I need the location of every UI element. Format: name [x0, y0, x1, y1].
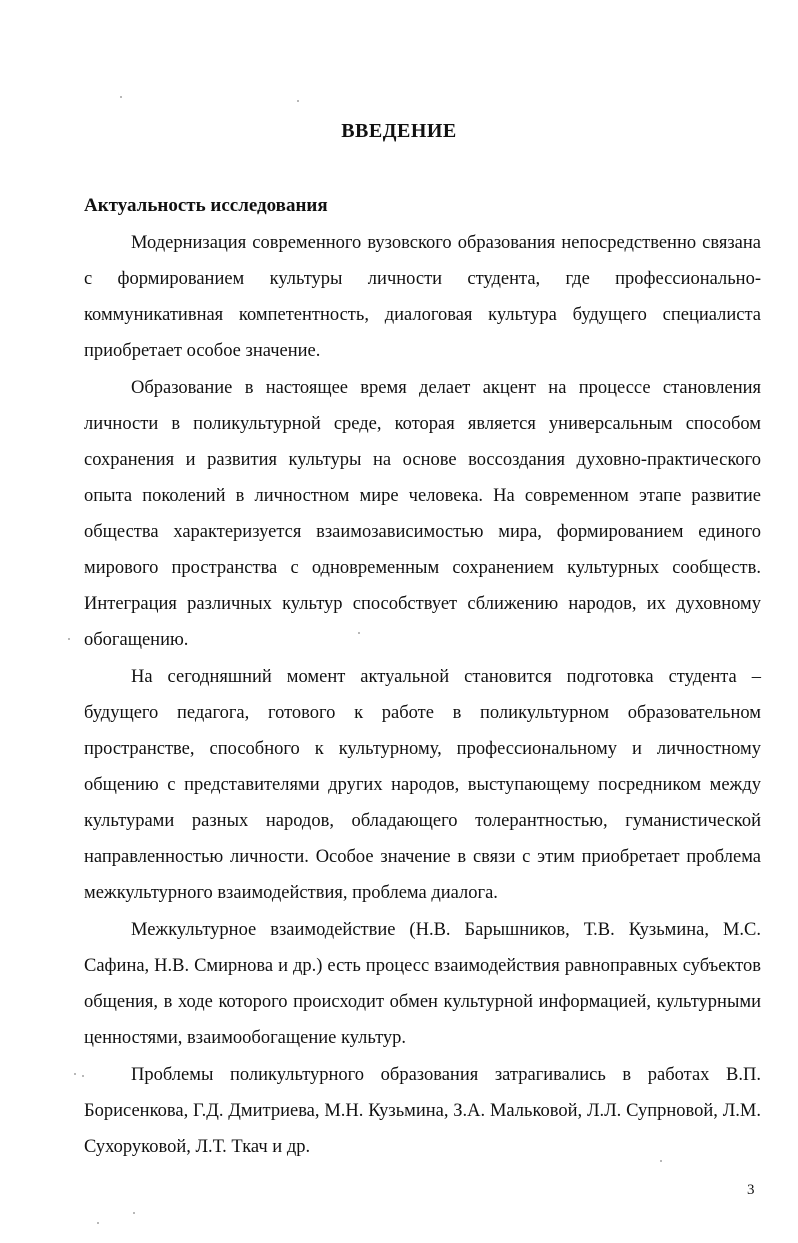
paragraph: Образование в настоящее время делает акцент на процессе становления личности в поликультурной среде, которая является универсальным способом сохранения и развития культуры на основе воссоздания духовно-практического опыта поколений в личностном мире человека. На современном этапе развитие общества характеризуется взаимозависимостью мира, формированием единого мирового пространства с одновременным сохранением культурных сообществ. Интеграция различных культур способствует сближению народов, их духовному обогащению. — [84, 378, 761, 650]
scan-speck — [358, 632, 360, 634]
scan-speck — [74, 1073, 76, 1075]
scan-speck — [82, 1075, 84, 1077]
paragraph: Межкультурное взаимодействие (Н.В. Барышников, Т.В. Кузьмина, М.С. Сафина, Н.В. Смирнова и др.) есть процесс взаимодействия равноправных субъектов общения, в ходе которого происходит обмен культурной информацией, культурными ценностями, взаимообогащение культур. — [84, 920, 761, 1048]
scan-speck — [120, 96, 122, 98]
scan-speck — [660, 1160, 662, 1162]
paragraph: Модернизация современного вузовского образования непосредственно связана с формированием культуры личности студента, где профессионально-коммуникативная компетентность, диалоговая культура будущего специалиста приобретает особое значение. — [84, 233, 761, 361]
scan-speck — [133, 1212, 135, 1214]
page-number: 3 — [747, 1182, 755, 1198]
page-title: ВВЕДЕНИЕ — [341, 120, 457, 142]
body-text — [84, 225, 761, 1166]
section-heading: Актуальность исследования — [84, 195, 328, 216]
paragraph: Проблемы поликультурного образования затрагивались в работах В.П. Борисенкова, Г.Д. Дмитриева, М.Н. Кузьмина, З.А. Мальковой, Л.Л. Супрновой, Л.М. Сухоруковой, Л.Т. Ткач и др. — [84, 1065, 761, 1157]
scan-speck — [97, 1222, 99, 1224]
scan-speck — [68, 638, 70, 640]
paragraph: На сегодняшний момент актуальной становится подготовка студента – будущего педагога, готового к работе в поликультурном образовательном пространстве, способного к культурному, профессиональному и личностному общению с представителями других народов, выступающему посредником между культурами разных народов, обладающего толерантностью, гуманистической направленностью личности. Особое значение в связи с этим приобретает проблема межкультурного взаимодействия, проблема диалога. — [84, 667, 761, 903]
scan-speck — [297, 100, 299, 102]
